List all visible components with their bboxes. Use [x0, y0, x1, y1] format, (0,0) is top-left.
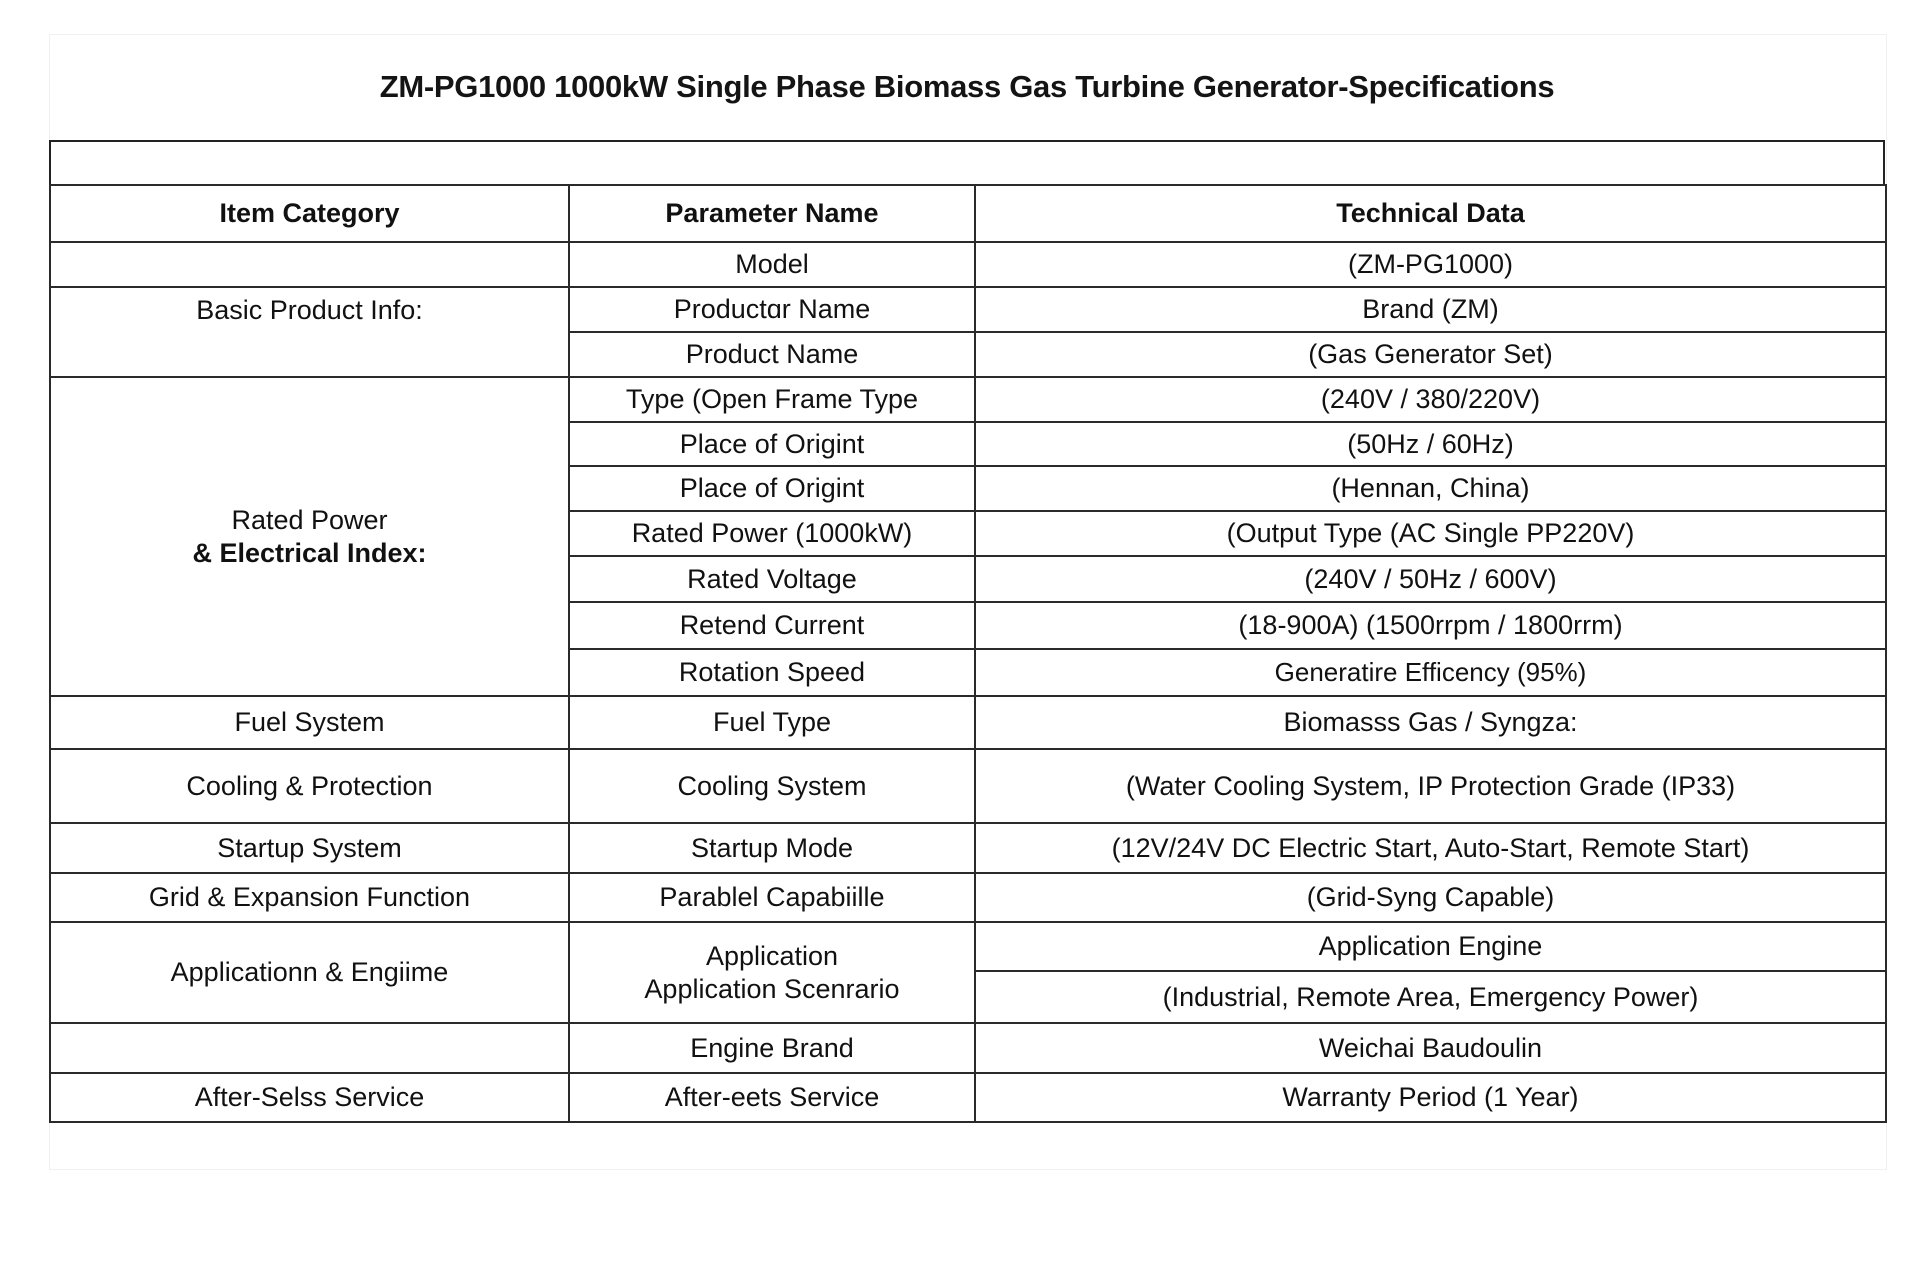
- table-header-row: [50, 185, 1886, 242]
- category-cell: Grid & Expansion Function: [50, 873, 569, 922]
- header-item-category: Item Category: [50, 185, 569, 242]
- parameter-cell: Place of Origint: [569, 422, 975, 466]
- parameter-cell: After-eets Service: [569, 1073, 975, 1122]
- data-cell: Biomasss Gas / Syngza:: [975, 696, 1886, 749]
- data-cell: (Gas Generator Set): [975, 332, 1886, 377]
- table-row: [50, 873, 1886, 922]
- parameter-line1: Application: [705, 941, 839, 972]
- category-cell: Cooling & Protection: [50, 749, 569, 823]
- category-label-line1: Rated Power: [231, 505, 388, 536]
- parameter-cell: Startup Mode: [569, 823, 975, 873]
- data-cell: Application Engine: [975, 922, 1886, 971]
- parameter-cell: Engine Brand: [569, 1023, 975, 1073]
- data-cell: (240V / 50Hz / 600V): [975, 556, 1886, 602]
- data-cell: (50Hz / 60Hz): [975, 422, 1886, 466]
- data-cell: Brand (ZM): [975, 287, 1886, 332]
- category-cell: [50, 1023, 569, 1073]
- data-cell: (Hennan, China): [975, 466, 1886, 511]
- parameter-cell: [569, 922, 975, 1023]
- table-row: [50, 1073, 1886, 1122]
- data-cell: Generatire Efficency (95%): [975, 649, 1886, 696]
- data-cell: (ZM-PG1000): [975, 242, 1886, 287]
- parameter-cell: Productɑr Name: [569, 287, 975, 332]
- parameter-cell: Type (Open Frame Type: [569, 377, 975, 422]
- table-row: [50, 377, 1886, 422]
- category-cell: Startup System: [50, 823, 569, 873]
- table-row: [50, 922, 1886, 971]
- data-cell: (Grid-Syng Capable): [975, 873, 1886, 922]
- parameter-cell: Cooling System: [569, 749, 975, 823]
- data-cell: (Output Type (AC Single PP220V): [975, 511, 1886, 556]
- table-row: [50, 749, 1886, 823]
- parameter-cell: Rotation Speed: [569, 649, 975, 696]
- table-row: [50, 1023, 1886, 1073]
- data-cell: (Water Cooling System, IP Protection Grade (IP33): [975, 749, 1886, 823]
- header-technical-data: Technical Data: [975, 185, 1886, 242]
- category-label-line2: & Electrical Index:: [192, 537, 427, 568]
- category-cell: Fuel System: [50, 696, 569, 749]
- parameter-cell: Product Name: [569, 332, 975, 377]
- page-title: ZM-PG1000 1000kW Single Phase Biomass Gas Turbine Generator-Specifications: [379, 69, 1555, 104]
- parameter-cell: Parablel Capabiille: [569, 873, 975, 922]
- category-cell: Basic Product Info:: [50, 287, 569, 377]
- data-cell: Warranty Period (1 Year): [975, 1073, 1886, 1122]
- parameter-cell: Place of Origint: [569, 466, 975, 511]
- parameter-cell: Model: [569, 242, 975, 287]
- data-cell: (18-900A) (1500rrpm / 1800rrm): [975, 602, 1886, 649]
- data-cell: (240V / 380/220V): [975, 377, 1886, 422]
- category-cell: Applicationn & Engiime: [50, 922, 569, 1023]
- parameter-cell: Rated Voltage: [569, 556, 975, 602]
- data-cell: (12V/24V DC Electric Start, Auto-Start, Remote Start): [975, 823, 1886, 873]
- parameter-cell: Rated Power (1000kW): [569, 511, 975, 556]
- parameter-cell: Retend Current: [569, 602, 975, 649]
- header-parameter-name: Parameter Name: [569, 185, 975, 242]
- category-cell: After-Selss Service: [50, 1073, 569, 1122]
- data-cell: Weichai Baudoulin: [975, 1023, 1886, 1073]
- specifications-table: [49, 184, 1887, 1123]
- title-bar: [49, 34, 1885, 142]
- table-row: [50, 242, 1886, 287]
- parameter-line2: Application Scenrario: [644, 973, 900, 1004]
- category-cell-empty: [50, 242, 569, 287]
- category-cell: [50, 377, 569, 696]
- table-row: [50, 287, 1886, 332]
- parameter-cell: Fuel Type: [569, 696, 975, 749]
- table-row: [50, 823, 1886, 873]
- data-cell: (Industrial, Remote Area, Emergency Power): [975, 971, 1886, 1023]
- table-row: [50, 696, 1886, 749]
- blank-header-row: [49, 142, 1885, 185]
